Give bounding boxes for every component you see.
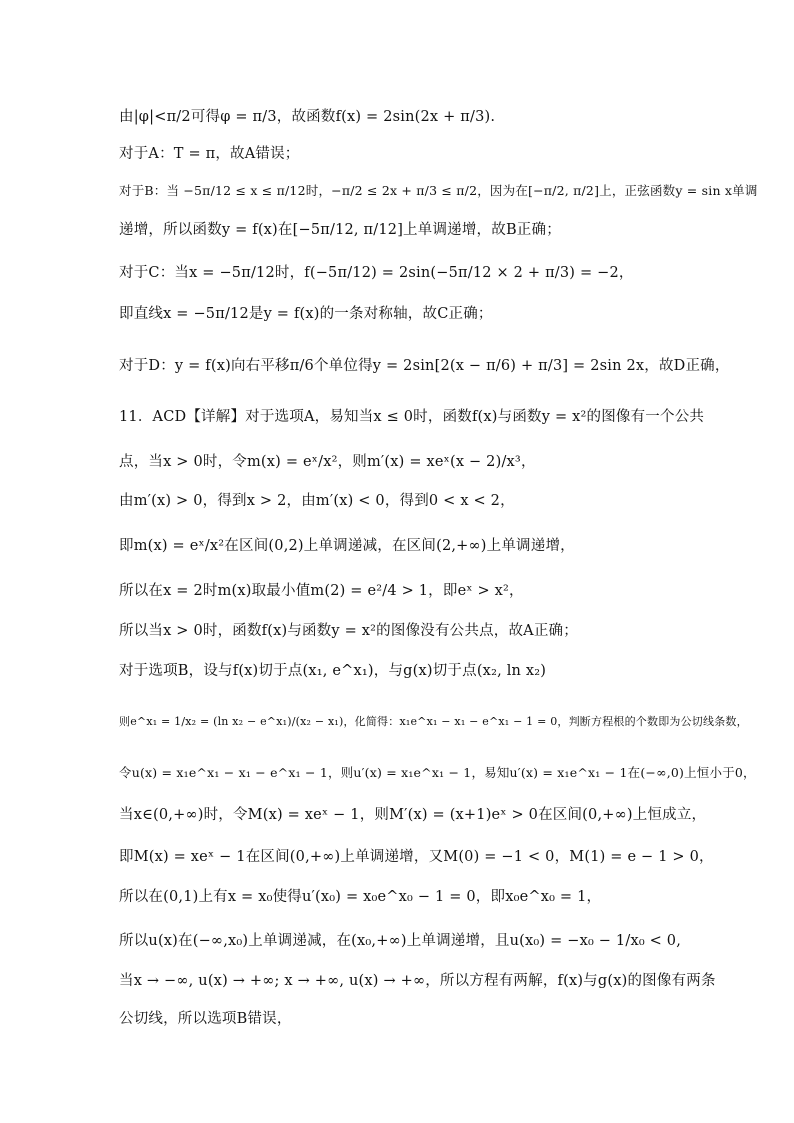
text-line: 所以在(0,1)上有x = x₀使得u′(x₀) = x₀e^x₀ − 1 = 0，即x₀e^x₀ = 1，	[119, 889, 602, 905]
text-line: 即m(x) = eˣ/x²在区间(0,2)上单调递减，在区间(2,+∞)上单调递增，	[119, 538, 575, 554]
text-line: 当x → −∞, u(x) → +∞; x → +∞, u(x) → +∞，所以方程有两解，f(x)与g(x)的图像有两条	[119, 973, 716, 989]
text-line: 对于D：y = f(x)向右平移π/6个单位得y = 2sin[2(x − π/6) + π/3] = 2sin 2x，故D正确，	[119, 358, 730, 374]
text-line: 所以u(x)在(−∞,x₀)上单调递减，在(x₀,+∞)上单调递增，且u(x₀) = −x₀ − 1/x₀ < 0,	[119, 933, 682, 949]
text-line: 由m′(x) > 0，得到x > 2，由m′(x) < 0，得到0 < x < 2，	[119, 493, 515, 509]
text-line: 点，当x > 0时，令m(x) = eˣ/x²，则m′(x) = xeˣ(x − 2)/x³，	[119, 454, 536, 470]
text-line: 对于选项B，设与f(x)切于点(x₁, e^x₁)，与g(x)切于点(x₂, ln x₂)	[119, 663, 547, 679]
text-line: 即直线x = −5π/12是y = f(x)的一条对称轴，故C正确；	[119, 306, 493, 322]
text-line: 即M(x) = xeˣ − 1在区间(0,+∞)上单调递增，又M(0) = −1 < 0，M(1) = e − 1 > 0，	[119, 849, 714, 865]
text-line: 当x∈(0,+∞)时，令M(x) = xeˣ − 1，则M′(x) = (x+1)eˣ > 0在区间(0,+∞)上恒成立，	[119, 807, 707, 823]
text-line: 公切线，所以选项B错误，	[119, 1011, 292, 1027]
text-line: 递增，所以函数y = f(x)在[−5π/12, π/12]上单调递增，故B正确；	[119, 222, 561, 238]
text-line: 由|φ|<π/2可得φ = π/3，故函数f(x) = 2sin(2x + π/3).	[119, 109, 496, 125]
text-line: 对于B：当 −5π/12 ≤ x ≤ π/12时，−π/2 ≤ 2x + π/3 ≤ π/2，因为在[−π/2, π/2]上，正弦函数y = sin x单调	[119, 183, 758, 198]
text-line: 则e^x₁ = 1/x₂ = (ln x₂ − e^x₁)/(x₂ − x₁)，化简得：x₁e^x₁ − x₁ − e^x₁ − 1 = 0，判断方程根的个数即为公切线条数，	[119, 715, 748, 728]
text-line: 所以在x = 2时m(x)取最小值m(2) = e²/4 > 1，即eˣ > x²，	[119, 583, 524, 599]
question-heading-line: 11．ACD【详解】对于选项A，易知当x ≤ 0时，函数f(x)与函数y = x²的图像有一个公共	[119, 409, 705, 425]
text-line: 对于A：T = π，故A错误；	[119, 146, 300, 162]
text-line: 对于C：当x = −5π/12时，f(−5π/12) = 2sin(−5π/12 × 2 + π/3) = −2，	[119, 265, 634, 281]
text-line: 令u(x) = x₁e^x₁ − x₁ − e^x₁ − 1，则u′(x) = x₁e^x₁ − 1，易知u′(x) = x₁e^x₁ − 1在(−∞,0)上恒小于0，	[119, 765, 756, 780]
text-line: 所以当x > 0时，函数f(x)与函数y = x²的图像没有公共点，故A正确；	[119, 623, 578, 639]
